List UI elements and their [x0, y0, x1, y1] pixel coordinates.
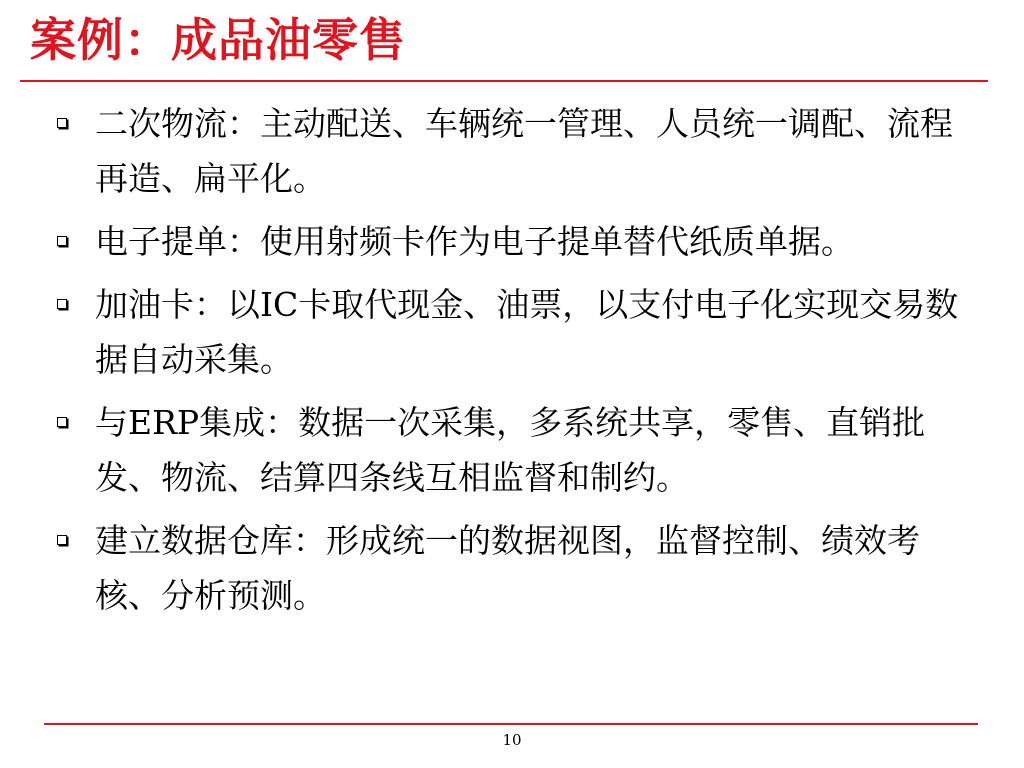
title-underline	[20, 80, 988, 82]
bullet-item-2	[50, 214, 960, 269]
bullet-text: 二次物流：主动配送、车辆统一管理、人员统一调配、流程再造、扁平化。	[95, 104, 953, 198]
bullet-text: 电子提单：使用射频卡作为电子提单替代纸质单据。	[95, 222, 854, 261]
bullet-item-5	[50, 513, 960, 623]
bullet-text: 建立数据仓库：形成统一的数据视图，监督控制、绩效考核、分析预测。	[95, 521, 920, 615]
bullet-item-1	[50, 96, 960, 206]
square-bullet-icon	[57, 299, 67, 309]
footer-divider	[44, 723, 978, 725]
bullet-list	[50, 96, 960, 631]
bullet-text: 与ERP集成：数据一次采集，多系统共享，零售、直销批发、物流、结算四条线互相监督和制约。	[95, 403, 926, 497]
bullet-item-3	[50, 277, 960, 387]
square-bullet-icon	[57, 118, 67, 128]
square-bullet-icon	[57, 417, 67, 427]
bullet-item-4	[50, 395, 960, 505]
square-bullet-icon	[57, 535, 67, 545]
bullet-text: 加油卡：以IC卡取代现金、油票，以支付电子化实现交易数据自动采集。	[95, 285, 959, 379]
page-number: 10	[502, 731, 522, 749]
square-bullet-icon	[57, 236, 67, 246]
slide-title: 案例：成品油零售	[30, 13, 406, 67]
